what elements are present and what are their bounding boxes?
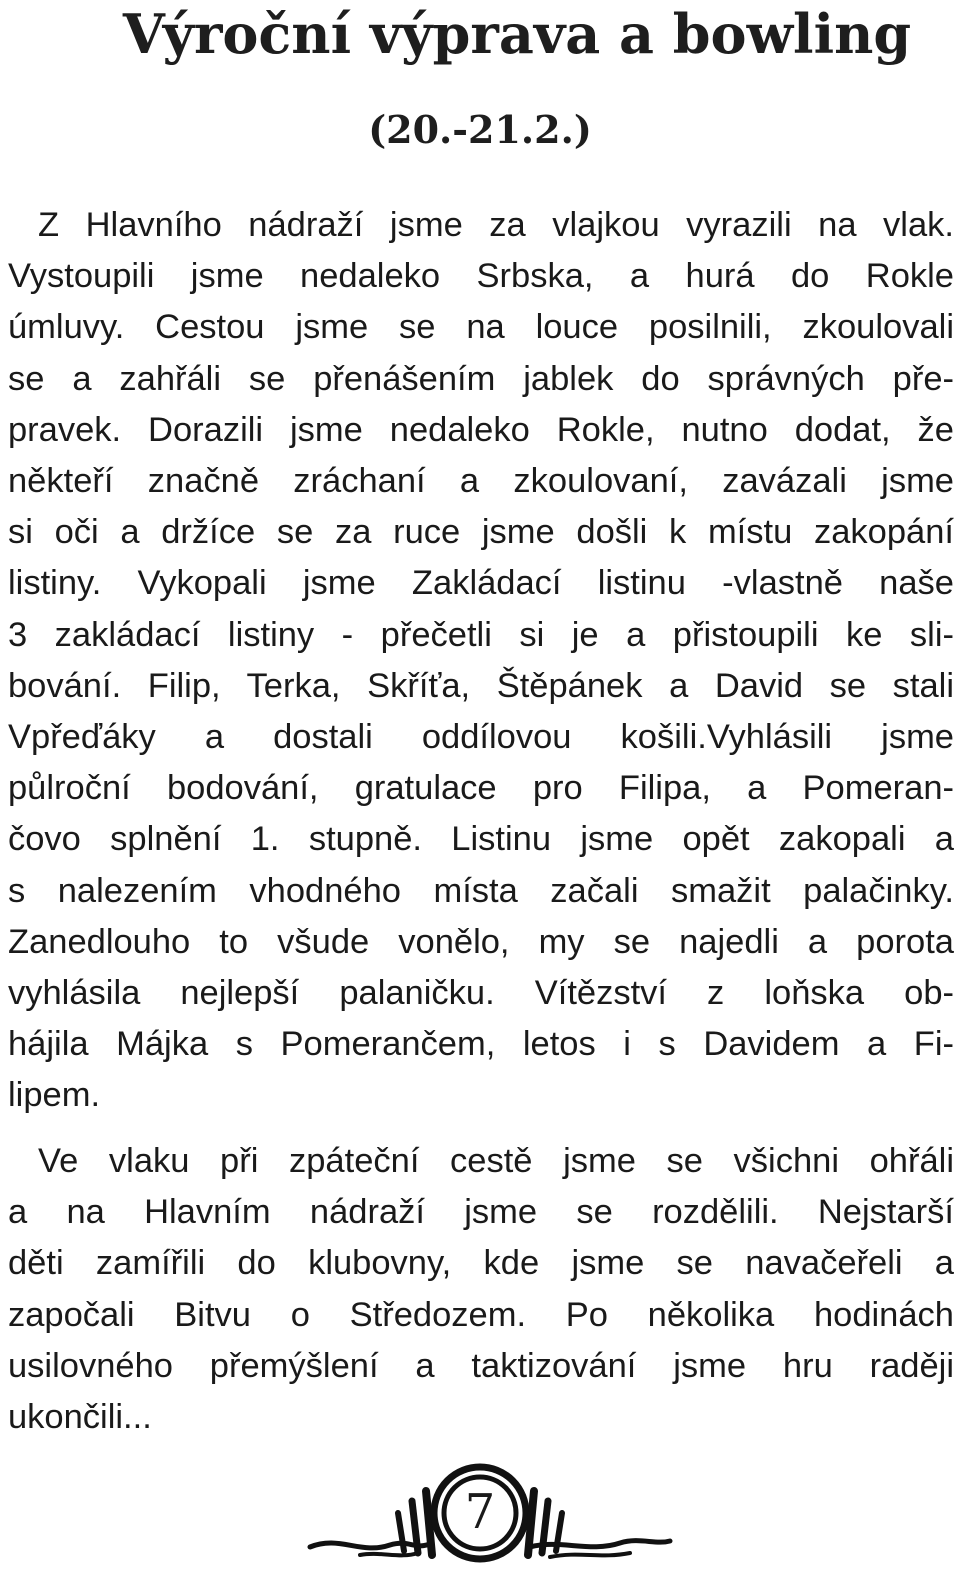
text-line: se a zahřáli se přenášením jablek do správných pře- bbox=[8, 359, 954, 398]
text-line: lipem. bbox=[8, 1076, 101, 1115]
text-line: pravek. Dorazili jsme nedaleko Rokle, nutno dodat, že bbox=[8, 410, 954, 449]
text-line: 3 zakládací listiny - přečetli si je a přistoupili ke sli- bbox=[8, 615, 954, 654]
article-title: Výroční výprava a bowling bbox=[122, 2, 912, 66]
text-line: usilovného přemýšlení a taktizování jsme hru raději bbox=[8, 1346, 954, 1385]
text-line: si oči a držíce se za ruce jsme došli k místu zakopání bbox=[8, 513, 954, 552]
text-line: úmluvy. Cestou jsme se na louce posilnili, zkoulovali bbox=[8, 308, 954, 347]
text-line: Ve vlaku při zpáteční cestě jsme se všichni ohřáli bbox=[38, 1142, 954, 1180]
text-line: půlroční bodování, gratulace pro Filipa, a Pomeran- bbox=[8, 769, 954, 808]
text-line: hájila Májka s Pomerančem, letos i s Davidem a Fi- bbox=[8, 1025, 954, 1064]
text-line: započali Bitvu o Středozem. Po několika hodinách bbox=[8, 1295, 954, 1334]
text-line: Z Hlavního nádraží jsme za vlajkou vyrazili na vlak. bbox=[38, 206, 954, 244]
text-line: a na Hlavním nádraží jsme se rozdělili. Nejstarší bbox=[8, 1193, 954, 1232]
text-line: vyhlásila nejlepší palaničku. Vítězství z loňska ob- bbox=[8, 974, 954, 1013]
text-line: někteří značně zráchaní a zkoulovaní, zavázali jsme bbox=[8, 462, 954, 501]
text-line: ukončili... bbox=[8, 1398, 152, 1437]
text-line: bování. Filip, Terka, Skříťa, Štěpánek a David se stali bbox=[8, 666, 954, 705]
text-line: Vpřeďáky a dostali oddílovou košili.Vyhlásili jsme bbox=[8, 718, 954, 757]
text-line: listiny. Vykopali jsme Zakládací listinu -vlastně naše bbox=[8, 564, 954, 603]
text-line: čovo splnění 1. stupně. Listinu jsme opět zakopali a bbox=[8, 820, 954, 859]
article-date: (20.-21.2.) bbox=[368, 107, 592, 152]
text-line: děti zamířili do klubovny, kde jsme se navačeřeli a bbox=[8, 1244, 954, 1283]
paragraph-1 bbox=[8, 200, 954, 1122]
text-line: s nalezením vhodného místa začali smažit palačinky. bbox=[8, 871, 954, 910]
paragraph-2 bbox=[8, 1136, 954, 1443]
text-line: Vystoupili jsme nedaleko Srbska, a hurá do Rokle bbox=[8, 257, 954, 296]
page-number: 7 bbox=[464, 1484, 496, 1540]
text-line: Zanedlouho to všude vonělo, my se najedli a porota bbox=[8, 922, 954, 961]
